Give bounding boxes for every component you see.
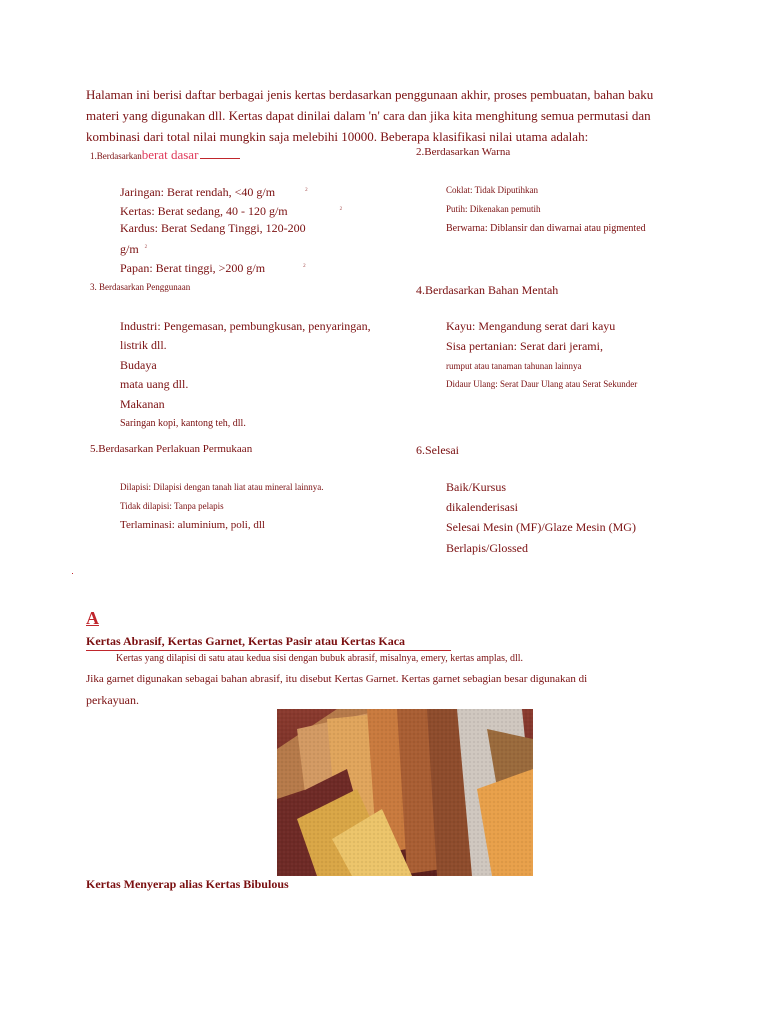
s2-item: Coklat: Tidak Diputihkan bbox=[446, 185, 539, 195]
s3-item: mata uang dll. bbox=[120, 377, 189, 391]
s1-item: Kardus: Berat Sedang Tinggi, 120-200 bbox=[120, 221, 306, 235]
intro-line: materi yang digunakan dll. Kertas dapat dinilai dalam 'n' cara dan jika kita menghitung semua permutasi dan bbox=[86, 108, 651, 123]
section-a-line: Kertas yang dilapisi di satu atau kedua sisi dengan bubuk abrasif, misalnya, emery, kertas amplas, dll. bbox=[116, 653, 524, 664]
s6-item: Berlapis/Glossed bbox=[446, 541, 528, 555]
section-1-emph: berat dasar bbox=[141, 147, 199, 162]
intro-line: Halaman ini berisi daftar berbagai jenis kertas berdasarkan penggunaan akhir, proses pembuatan, bahan baku bbox=[86, 87, 654, 102]
s4-item: Didaur Ulang: Serat Daur Ulang atau Serat Sekunder bbox=[446, 379, 638, 389]
section-1-prefix: 1.Berdasarkan bbox=[90, 151, 142, 161]
section-a-line: Jika garnet digunakan sebagai bahan abrasif, itu disebut Kertas Garnet. Kertas garnet sebagian besar digunakan di bbox=[86, 673, 588, 685]
section-3-title: 3. Berdasarkan Penggunaan bbox=[90, 282, 191, 292]
s3-item: listrik dll. bbox=[120, 338, 167, 352]
section-a-line: perkayuan. bbox=[86, 693, 139, 707]
s3-item: Industri: Pengemasan, pembungkusan, penyaringan, bbox=[120, 319, 371, 333]
s5-item: Tidak dilapisi: Tanpa pelapis bbox=[120, 501, 224, 511]
s5-item: Terlaminasi: aluminium, poli, dll bbox=[120, 519, 265, 531]
s1-item: g/m $^2$ bbox=[120, 242, 148, 256]
s6-item: Selesai Mesin (MF)/Glaze Mesin (MG) bbox=[446, 520, 636, 534]
section-2-title: 2.Berdasarkan Warna bbox=[416, 146, 511, 158]
s3-item: Saringan kopi, kantong teh, dll. bbox=[120, 418, 246, 429]
s4-item: rumput atau tanaman tahunan lainnya bbox=[446, 361, 582, 371]
s5-item: Dilapisi: Dilapisi dengan tanah liat atau mineral lainnya. bbox=[120, 482, 324, 492]
s1-item: Kertas: Berat sedang, 40 - 120 g/m $^2$ bbox=[120, 204, 343, 218]
s3-item: Budaya bbox=[120, 358, 157, 372]
section-1-underline bbox=[200, 158, 240, 159]
s1-item: Papan: Berat tinggi, >200 g/m $^2$ bbox=[120, 261, 306, 275]
section-1-title bbox=[90, 147, 240, 163]
section-4-title: 4.Berdasarkan Bahan Mentah bbox=[416, 283, 559, 297]
s3-item: Makanan bbox=[120, 397, 165, 411]
s6-item: dikalenderisasi bbox=[446, 500, 518, 514]
section-5-title: 5.Berdasarkan Perlakuan Permukaan bbox=[90, 443, 253, 455]
s6-item: Baik/Kursus bbox=[446, 480, 506, 494]
s4-item: Sisa pertanian: Serat dari jerami, bbox=[446, 339, 603, 353]
intro-paragraph bbox=[86, 84, 666, 147]
intro-line: kombinasi dari total nilai mungkin saja melebihi 10000. Beberapa klasifikasi nilai utama adalah: bbox=[86, 129, 589, 144]
s1-item: Jaringan: Berat rendah, <40 g/m $^2$ bbox=[120, 185, 308, 199]
section-letter: A bbox=[86, 608, 99, 628]
section-a-heading: Kertas Abrasif, Kertas Garnet, Kertas Pasir atau Kertas Kaca bbox=[86, 634, 451, 651]
stray-dot bbox=[72, 573, 73, 574]
s2-item: Putih: Dikenakan pemutih bbox=[446, 204, 541, 214]
sandpaper-photo bbox=[277, 709, 533, 876]
s2-item: Berwarna: Diblansir dan diwarnai atau pigmented bbox=[446, 223, 646, 234]
section-b-heading: Kertas Menyerap alias Kertas Bibulous bbox=[86, 877, 289, 891]
section-6-title: 6.Selesai bbox=[416, 443, 459, 457]
s4-item: Kayu: Mengandung serat dari kayu bbox=[446, 319, 616, 333]
sandpaper-image bbox=[277, 709, 533, 876]
